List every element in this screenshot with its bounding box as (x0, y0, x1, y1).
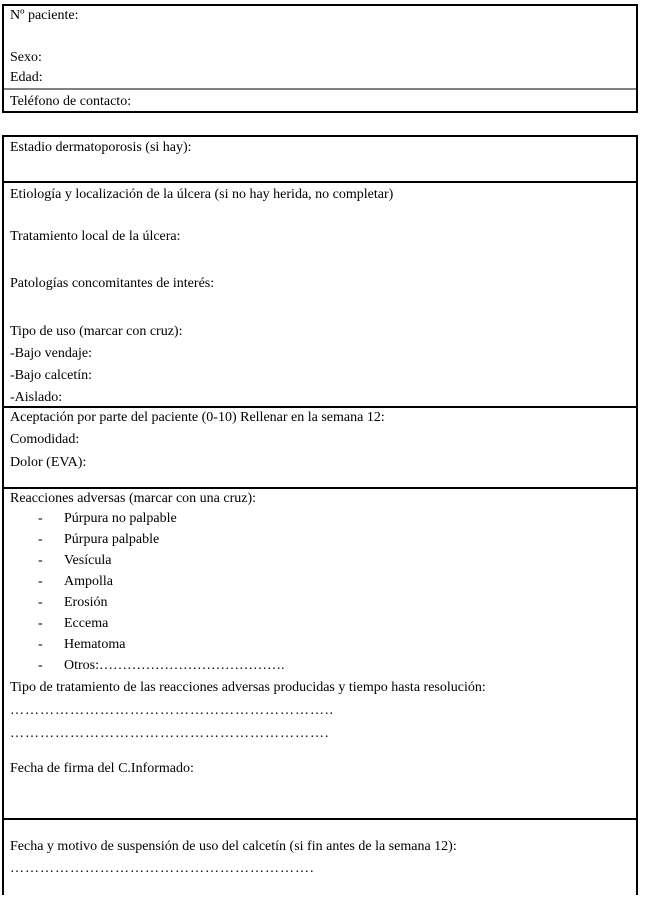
adverse-item-label: Erosión (64, 595, 108, 610)
bullet-dash: - (38, 511, 43, 526)
bullet-dash: - (38, 532, 43, 547)
bullet-dash: - (38, 616, 43, 631)
phone-label: Teléfono de contacto: (10, 94, 132, 109)
usage-type-label: Tipo de uso (marcar con cruz): (10, 324, 183, 339)
adverse-item-label: Ampolla (64, 574, 113, 589)
bullet-dash: - (38, 553, 43, 568)
usage-option-bandage: -Bajo vendaje: (10, 346, 93, 361)
dotted-answer-line-2: ………………………………………………………. (10, 726, 330, 741)
adverse-item-label: Púrpura palpable (64, 532, 160, 547)
patient-number-label: Nº paciente: (10, 8, 79, 23)
adverse-item-label: Vesícula (64, 553, 112, 568)
usage-option-sock: -Bajo calcetín: (10, 368, 93, 383)
stage-label: Estadio dermatoporosis (si hay): (10, 140, 192, 155)
acceptance-label: Aceptación por parte del paciente (0-10) Rellenar en la semana 12: (10, 410, 385, 425)
pain-label: Dolor (EVA): (10, 455, 87, 470)
bullet-dash: - (38, 637, 43, 652)
local-treatment-label: Tratamiento local de la úlcera: (10, 229, 181, 244)
adverse-item-label: Otros:…………………………………. (64, 658, 285, 673)
section-divider-2 (4, 406, 636, 408)
consent-date-label: Fecha de firma del C.Informado: (10, 761, 194, 776)
dotted-answer-line-1: ……………………………………………………….. (10, 703, 334, 718)
section-divider-4 (4, 818, 636, 820)
bullet-dash: - (38, 574, 43, 589)
comorbidities-label: Patologías concomitantes de interés: (10, 276, 215, 291)
suspension-label: Fecha y motivo de suspensión de uso del calcetín (si fin antes de la semana 12): (10, 839, 457, 854)
bullet-dash: - (38, 658, 43, 673)
patient-info-box (2, 4, 638, 113)
adverse-item-label: Eccema (64, 616, 109, 631)
comfort-label: Comodidad: (10, 432, 80, 447)
adverse-reactions-header: Reacciones adversas (marcar con una cruz): (10, 491, 257, 506)
section-divider-3 (4, 487, 636, 489)
bullet-dash: - (38, 595, 43, 610)
dotted-answer-line-3: ……………………………………………………. (10, 861, 315, 876)
treatment-type-label: Tipo de tratamiento de las reacciones adversas producidas y tiempo hasta resolución: (10, 680, 486, 695)
usage-option-isolated: -Aislado: (10, 390, 63, 405)
etiology-label: Etiología y localización de la úlcera (si no hay herida, no completar) (10, 187, 394, 202)
age-label: Edad: (10, 70, 43, 85)
clinical-form-box (2, 135, 638, 895)
patient-box-divider (4, 88, 636, 90)
adverse-item-label: Púrpura no palpable (64, 511, 177, 526)
sex-label: Sexo: (10, 50, 42, 65)
adverse-item-label: Hematoma (64, 637, 126, 652)
section-divider-1 (4, 181, 636, 183)
